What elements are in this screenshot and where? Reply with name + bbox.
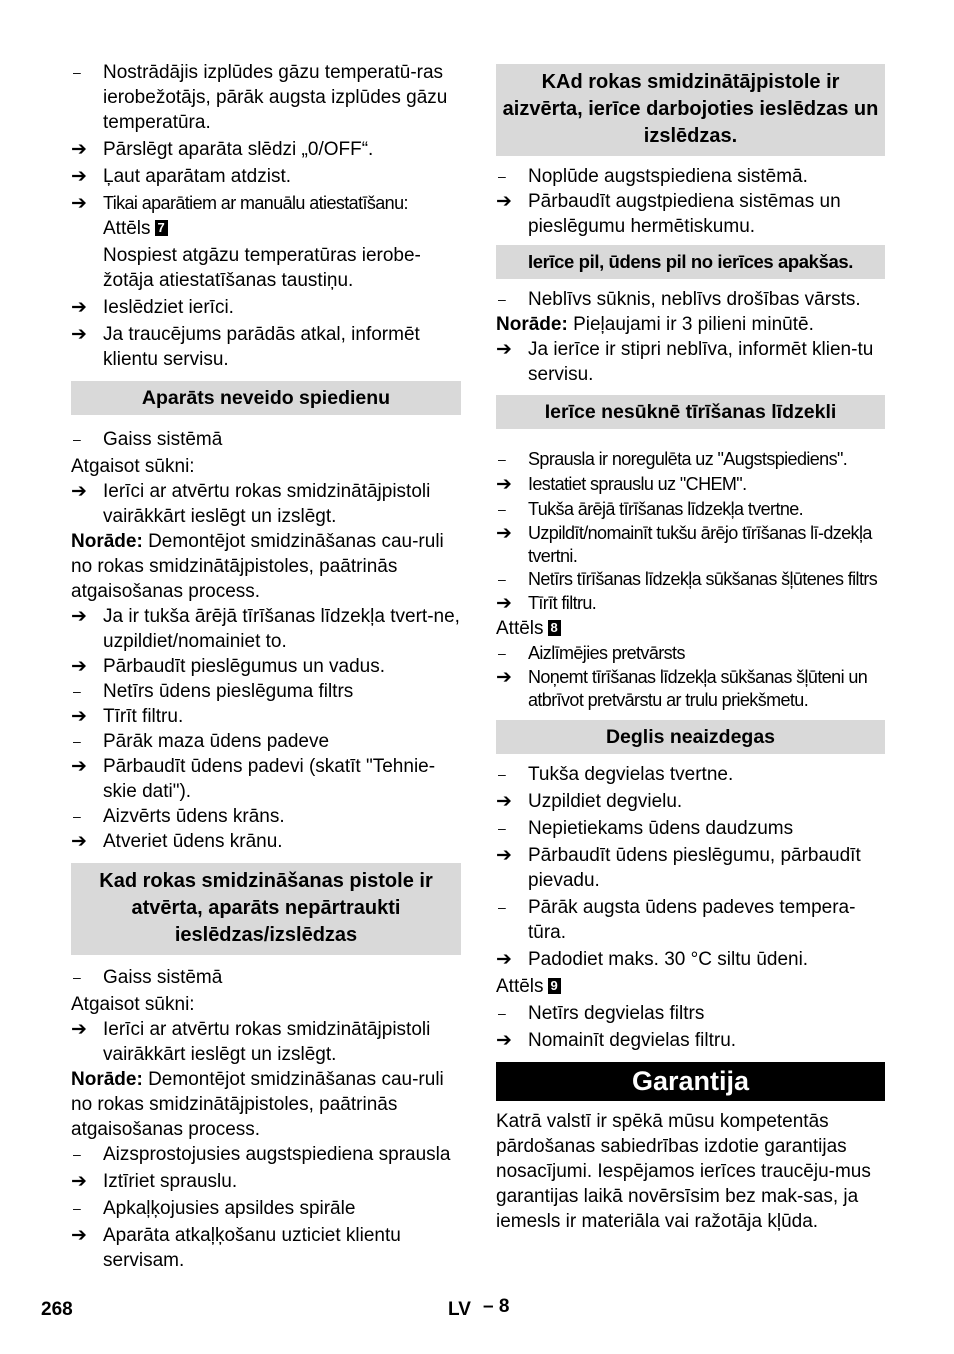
list-item: ➔ Iestatiet sprauslu uz "CHEM". [496, 474, 747, 495]
list-item: – Gaiss sistēmā [73, 429, 223, 450]
arrow-icon: ➔ [71, 481, 87, 502]
list-item: – Tukša ārējā tīrīšanas līdzekļa tvertne. [496, 497, 885, 522]
list-item: – Aizvērts ūdens krāns. [73, 806, 285, 827]
list-item: ➔ Padodiet maks. 30 °C siltu ūdeni. [496, 949, 809, 970]
arrow-icon: ➔ [71, 297, 87, 318]
figure-ref-badge: 9 [548, 978, 561, 994]
arrow-icon: ➔ [71, 139, 87, 160]
paragraph: Katrā valstī ir spēkā mūsu kompetentās pārdošanas sabiedrības izdotie garantijas nosacījumi. Iespējamos ierīces traucēju-mus garantijas laikā novērsīsim bez mak-sas, ja iemesls ir materiāla vai ražotāja kļūda. [496, 1111, 871, 1232]
section-heading: KAd rokas smidzinātājpistole ir aizvērta, ierīce darbojoties ieslēdzas un izslēdzas. [496, 64, 885, 156]
dash-marker: – [498, 766, 506, 782]
list-item: – Pārāk augsta ūdens padeves tempera-tūra. [498, 897, 856, 943]
arrow-icon: ➔ [496, 791, 512, 812]
list-item: ➔ Tikai aparātiem ar manuālu atiestatīšanu: Attēls 7 [71, 193, 408, 239]
dash-marker: – [498, 571, 506, 587]
arrow-icon: ➔ [71, 166, 87, 187]
dash-marker: – [73, 733, 81, 749]
list-item: ➔ Ļaut aparātam atdzist. [71, 166, 291, 187]
list-item: ➔ Nomainīt degvielas filtru. [496, 1030, 737, 1051]
list-item: – Neblīvs sūknis, neblīvs drošības vārsts. [498, 289, 861, 310]
dash-marker: – [73, 64, 81, 80]
list-item: ➔ Ierīci ar atvērtu rokas smidzinātājpistoli vairākkārt ieslēgt un izslēgt. [71, 481, 431, 527]
arrow-icon: ➔ [496, 1030, 512, 1051]
list-item: – Aizlīmējies pretvārsts [496, 641, 885, 666]
paragraph: Atgaisot sūkni: [71, 456, 195, 477]
list-item: – Nepietiekams ūdens daudzums [498, 818, 794, 839]
sub-page-number: – 8 [483, 1296, 510, 1317]
list-item: ➔ Tīrīt filtru. [71, 706, 184, 727]
list-item: ➔ Aparāta atkaļķošanu uzticiet klientu servisam. [71, 1225, 401, 1271]
figure-reference: Attēls 9 [496, 974, 885, 999]
list-item: – Gaiss sistēmā [73, 967, 223, 988]
list-item: ➔ Atveriet ūdens krānu. [71, 831, 283, 852]
arrow-icon: ➔ [71, 656, 87, 677]
dash-marker: – [498, 820, 506, 836]
left-column [71, 60, 461, 1273]
arrow-icon: ➔ [71, 1019, 87, 1040]
list-item: – Sprausla ir noregulēta uz "Augstspiediens". [496, 447, 885, 472]
note-paragraph: Norāde: Demontējot smidzināšanas cau-ruli no rokas smidzinātājpistoles, paātrinās atgaisošanas process. [71, 1069, 444, 1140]
dash-marker: – [73, 1200, 81, 1216]
list-item: ➔ Noņemt tīrīšanas līdzekļa sūkšanas šļūteni un atbrīvot pretvārstu ar trulu priekšmetu. [496, 667, 868, 710]
list-item: – Netīrs ūdens pieslēguma filtrs [73, 681, 354, 702]
list-item: ➔ Ieslēdziet ierīci. [71, 297, 234, 318]
list-item: – Noplūde augstspiediena sistēmā. [498, 166, 808, 187]
dash-marker: – [498, 168, 506, 184]
list-item: ➔ Ja ir tukša ārējā tīrīšanas līdzekļa tvert-ne, uzpildiet/nomainiet to. [71, 606, 460, 652]
list-item: – Pārāk maza ūdens padeve [73, 731, 330, 752]
page-number: 268 [41, 1299, 73, 1320]
dash-marker: – [73, 969, 81, 985]
arrow-icon: ➔ [496, 523, 512, 544]
right-column [496, 64, 885, 1234]
list-item: ➔ Tīrīt filtru. [496, 593, 597, 614]
arrow-icon: ➔ [496, 593, 512, 614]
list-item: ➔ Pārbaudīt pieslēgumus un vadus. [71, 656, 386, 677]
arrow-icon: ➔ [71, 1171, 87, 1192]
list-item: – Apkaļķojusies apsildes spirāle [73, 1198, 356, 1219]
section-heading: Kad rokas smidzināšanas pistole ir atvērta, aparāts nepārtraukti ieslēdzas/izslēdzas [71, 863, 461, 955]
paragraph: Nospiest atgāzu temperatūras ierobe-žotāja atiestatīšanas taustiņu. [103, 245, 421, 291]
language-code: LV [448, 1299, 471, 1320]
arrow-icon: ➔ [71, 756, 87, 777]
list-item: ➔ Iztīriet sprauslu. [71, 1171, 238, 1192]
figure-ref-badge: 8 [548, 620, 561, 636]
arrow-icon: ➔ [496, 949, 512, 970]
dash-marker: – [73, 1146, 81, 1162]
dash-marker: – [498, 899, 506, 915]
arrow-icon: ➔ [496, 667, 512, 688]
dash-marker: – [73, 431, 81, 447]
paragraph: Atgaisot sūkni: [71, 994, 195, 1015]
list-item: – Aizsprostojusies augstspiediena sprausla [73, 1144, 451, 1165]
list-item: ➔ Pārbaudīt ūdens pieslēgumu, pārbaudīt pievadu. [496, 845, 861, 891]
list-item: ➔ Pārslēgt aparāta slēdzi „0/OFF“. [71, 139, 374, 160]
dash-marker: – [498, 1005, 506, 1021]
list-item: – Netīrs tīrīšanas līdzekļa sūkšanas šļūtenes filtrs [498, 569, 878, 589]
figure-ref-badge: 7 [155, 220, 168, 236]
arrow-icon: ➔ [71, 1225, 87, 1246]
list-item: – Tukša degvielas tvertne. [498, 764, 734, 785]
list-item: ➔ Ierīci ar atvērtu rokas smidzinātājpistoli vairākkārt ieslēgt un izslēgt. [71, 1019, 431, 1065]
list-item: ➔ Pārbaudīt augstpiediena sistēmas un pieslēgumu hermētiskumu. [496, 191, 841, 237]
arrow-icon: ➔ [496, 845, 512, 866]
arrow-icon: ➔ [496, 339, 512, 360]
dash-marker: – [498, 645, 506, 661]
section-heading: Ierīce pil, ūdens pil no ierīces apakšas. [496, 245, 885, 279]
arrow-icon: ➔ [71, 831, 87, 852]
chapter-heading: Garantija [496, 1062, 885, 1101]
note-paragraph: Norāde: Demontējot smidzināšanas cau-ruli no rokas smidzinātājpistoles, paātrinās atgaisošanas process. [71, 531, 444, 602]
list-item: – Netīrs degvielas filtrs [498, 1003, 705, 1024]
list-item: ➔ Ja ierīce ir stipri neblīva, informēt klien-tu servisu. [496, 339, 874, 385]
dash-marker: – [73, 808, 81, 824]
arrow-icon: ➔ [71, 606, 87, 627]
dash-marker: – [498, 501, 506, 517]
list-item: ➔ Ja traucējums parādās atkal, informēt klientu servisu. [71, 324, 420, 370]
arrow-icon: ➔ [71, 324, 87, 345]
section-heading: Aparāts neveido spiedienu [71, 381, 461, 415]
dash-marker: – [498, 451, 506, 467]
list-item: – Nostrādājis izplūdes gāzu temperatū-ras ierobežotājs, pārāk augsta izplūdes gāzu temperatūra. [73, 62, 448, 133]
list-item: ➔ Uzpildīt/nomainīt tukšu ārējo tīrīšanas lī-dzekļa tvertni. [496, 523, 872, 566]
arrow-icon: ➔ [496, 474, 512, 495]
arrow-icon: ➔ [496, 191, 512, 212]
list-item: ➔ Uzpildiet degvielu. [496, 791, 683, 812]
arrow-icon: ➔ [71, 706, 87, 727]
section-heading: Deglis neaizdegas [496, 720, 885, 754]
note-paragraph: Norāde: Pieļaujami ir 3 pilieni minūtē. [496, 314, 814, 335]
dash-marker: – [73, 683, 81, 699]
section-heading: Ierīce nesūknē tīrīšanas līdzekli [496, 395, 885, 429]
arrow-icon: ➔ [71, 193, 87, 214]
figure-reference: Attēls 8 [496, 616, 885, 641]
dash-marker: – [498, 291, 506, 307]
list-item: ➔ Pārbaudīt ūdens padevi (skatīt "Tehnie-skie dati"). [71, 756, 436, 802]
